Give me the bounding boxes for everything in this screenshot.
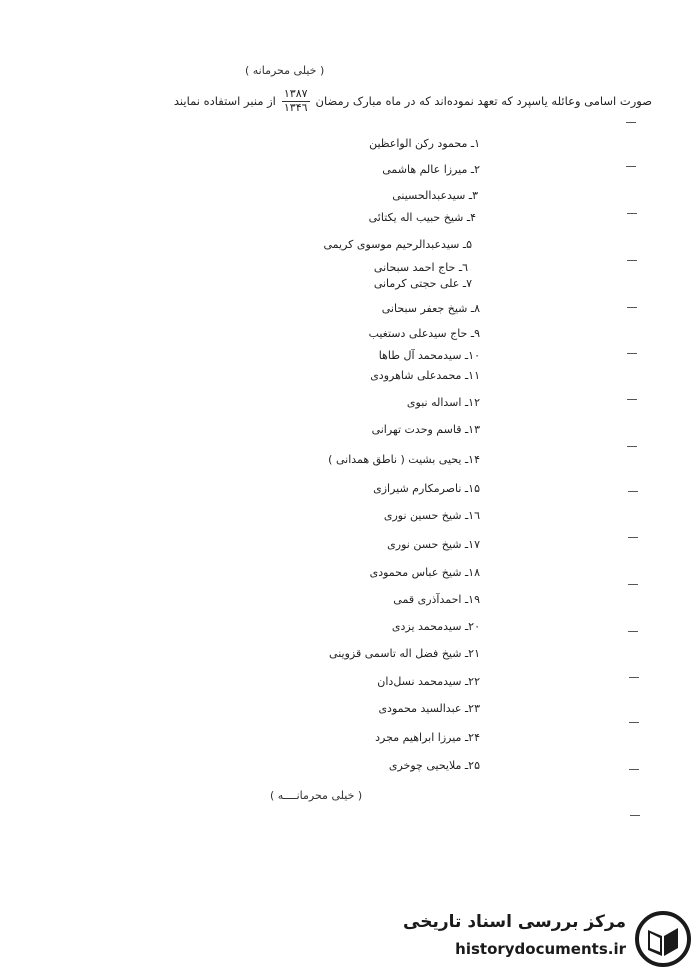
name-item: ۱۲ـ اسداله نبوی (406, 396, 480, 409)
name-item: ۲۲ـ سیدمحمد نسل‌دان (377, 675, 480, 688)
name-item: ۲۱ـ شیخ فضل اله تاسمی قزوینی (329, 647, 480, 660)
name-item: ۲۳ـ عبدالسید محمودی (378, 702, 480, 715)
margin-tick (627, 446, 637, 447)
margin-tick (627, 399, 637, 400)
watermark-url: historydocuments.ir (455, 940, 626, 958)
heading-text: صورت اسامی وعائله یاسپرد که تعهد نموده‌اند که در ماه مبارک رمضان (315, 94, 652, 109)
margin-tick (628, 584, 638, 585)
name-item: ۱۹ـ احمدآذری قمی (393, 593, 480, 606)
name-item: ۱۵ـ ناصرمکارم شیرازی (373, 482, 480, 495)
name-item: ۱۴ـ یحیی بشیت ( ناطق همدانی ) (328, 453, 480, 466)
name-item: ۸ـ شیخ جعفر سبحانی (381, 302, 480, 315)
margin-tick (629, 722, 639, 723)
open-book-logo-icon (634, 910, 692, 968)
watermark-title: مرکز بررسی اسناد تاریخی (403, 912, 626, 932)
name-item: ۱۷ـ شیخ حسن نوری (387, 538, 480, 551)
name-item: ۱۸ـ شیخ عباس محمودی (369, 566, 480, 579)
name-item: ۴ـ شیخ حبیب اله یکتائی (368, 211, 476, 224)
margin-tick (627, 353, 637, 354)
margin-tick (629, 769, 639, 770)
margin-tick (628, 631, 638, 632)
name-item: ۷ـ علی حجتی کرمانی (373, 277, 472, 290)
name-item: ۲۵ـ ملایحیی چوخری (388, 759, 480, 772)
margin-tick (626, 166, 636, 167)
name-item: ۱ـ محمود رکن الواعظین (369, 137, 480, 150)
classification-bottom: ( خیلی محرمانــــه ) (270, 789, 363, 802)
name-item: ۹ـ حاج سیدعلی دستغیب (368, 327, 480, 340)
margin-tick (630, 815, 640, 816)
name-item: ۱۱ـ محمدعلی شاهرودی (370, 369, 480, 382)
name-item: ۱۰ـ سیدمحمد آل طاها (378, 349, 480, 362)
heading-suffix: از منبر استفاده نمایند (173, 94, 276, 109)
margin-tick (628, 491, 638, 492)
name-item: ٦ـ حاج احمد سبحانی (373, 261, 468, 274)
name-item: ۲ـ میرزا عالم هاشمی (382, 163, 480, 176)
classification-top: ( خیلی محرمانه ) (245, 64, 325, 77)
name-item: ۵ـ سیدعبدالرحیم موسوی کریمی (323, 238, 472, 251)
name-item: ۲۰ـ سیدمحمد یزدی (391, 620, 480, 633)
name-item: ۲۴ـ میرزا ابراهیم مجرد (375, 731, 480, 744)
name-item: ۱۳ـ قاسم وحدت تهرانی (371, 423, 480, 436)
margin-tick (626, 122, 636, 123)
margin-tick (627, 213, 637, 214)
margin-tick (627, 260, 637, 261)
year-denominator: ۱۳۴٦ (283, 100, 308, 114)
margin-tick (628, 537, 638, 538)
margin-tick (627, 307, 637, 308)
name-item: ۳ـ سیدعبدالحسینی (392, 189, 478, 202)
margin-tick (629, 677, 639, 678)
name-item: ۱٦ـ شیخ حسین نوری (383, 509, 480, 522)
year-numerator: ۱۳۸۷ (283, 87, 308, 100)
watermark (403, 904, 700, 972)
